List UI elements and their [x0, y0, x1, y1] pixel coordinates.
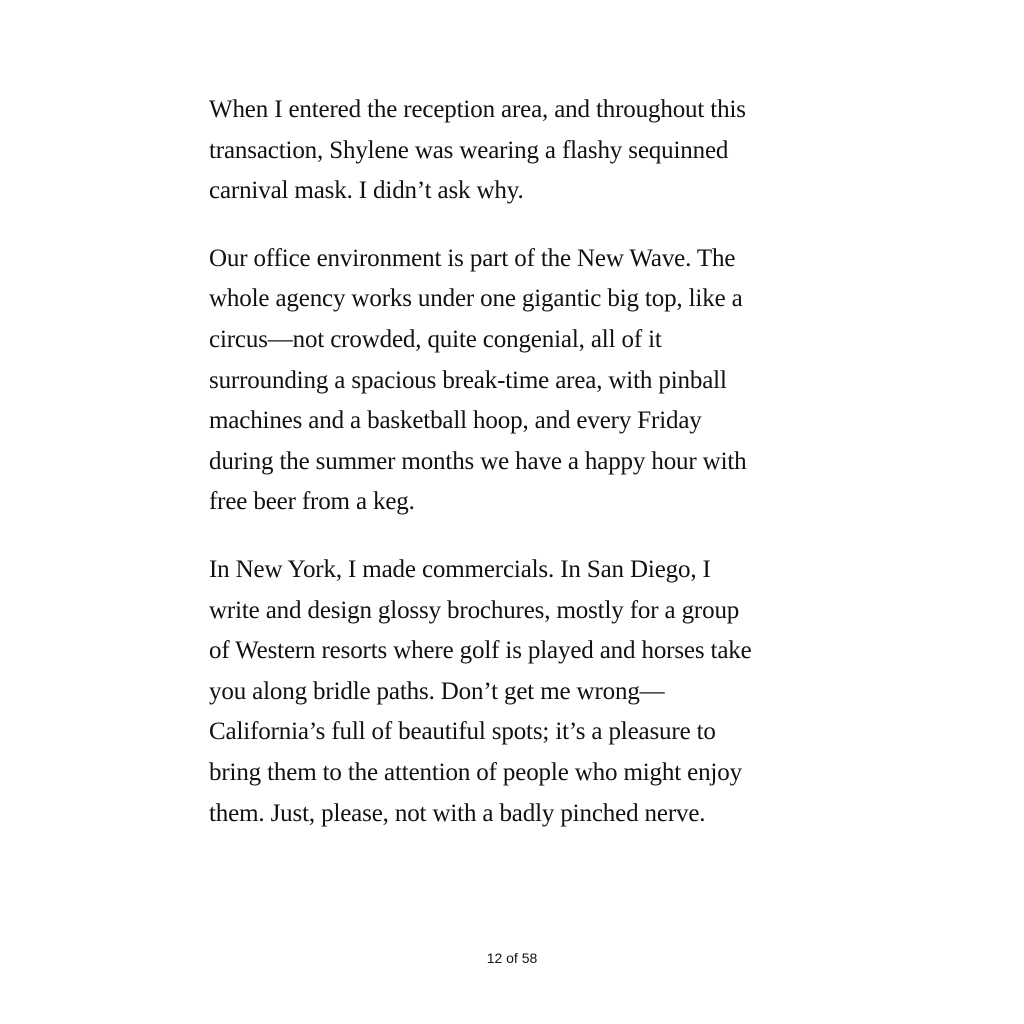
text-line: whole agency works under one gigantic big top, like a [209, 285, 743, 313]
text-line: California’s full of beautiful spots; it’s a pleasure to [209, 718, 716, 746]
page-indicator: 12 of 58 [486, 950, 538, 966]
text-line: circus—not crowded, quite congenial, all of it [209, 325, 662, 353]
text-line: bring them to the attention of people who might enjoy [209, 758, 742, 786]
text-line: of Western resorts where golf is played and horses take [209, 637, 752, 665]
text-line: write and design glossy brochures, mostly for a group [209, 596, 740, 624]
text-line: When I entered the reception area, and throughout this [209, 96, 746, 123]
text-line: machines and a basketball hoop, and every Friday [209, 407, 702, 435]
text-line: Our office environment is part of the New Wave. The [209, 244, 736, 272]
body-text [209, 90, 829, 861]
text-line: them. Just, please, not with a badly pinched nerve. [209, 799, 706, 827]
paragraph-office-environment [209, 239, 829, 523]
paragraph-reception [209, 90, 829, 212]
text-line: carnival mask. I didn’t ask why. [209, 177, 524, 205]
text-line: free beer from a keg. [209, 488, 415, 516]
text-line: surrounding a spacious break-time area, with pinball [209, 366, 727, 394]
text-line: transaction, Shylene was wearing a flashy sequinned [209, 136, 729, 164]
text-line: In New York, I made commercials. In San Diego, I [209, 555, 711, 583]
paragraph-new-york-san-diego [209, 550, 829, 834]
text-line: you along bridle paths. Don’t get me wrong— [209, 677, 665, 705]
text-line: during the summer months we have a happy hour with [209, 447, 747, 475]
